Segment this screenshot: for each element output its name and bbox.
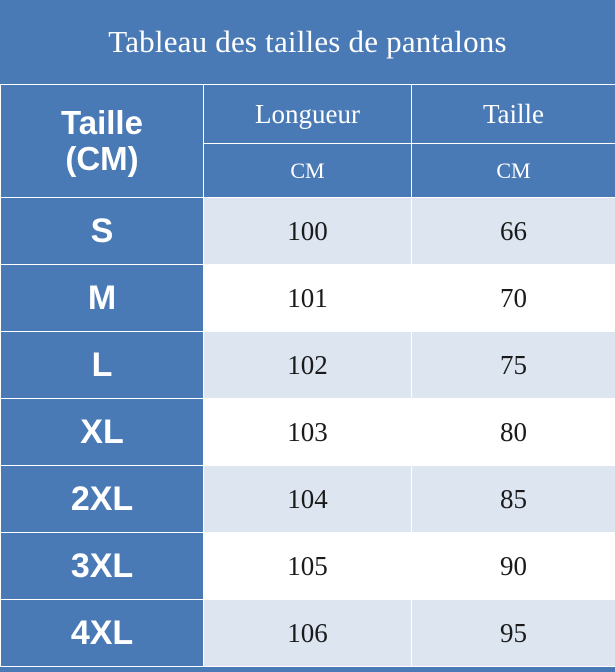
size-table (0, 84, 615, 667)
row-longueur: 105 (204, 533, 412, 600)
row-size: L (1, 332, 204, 399)
row-longueur: 106 (204, 600, 412, 667)
row-size: 4XL (1, 600, 204, 667)
table-row (1, 399, 615, 466)
row-taille: 80 (412, 399, 615, 466)
table-row (1, 332, 615, 399)
row-taille: 66 (412, 198, 615, 265)
row-size: M (1, 265, 204, 332)
table-header-row (1, 85, 615, 144)
row-longueur: 101 (204, 265, 412, 332)
row-longueur: 102 (204, 332, 412, 399)
table-row (1, 533, 615, 600)
subheader-taille-unit: CM (412, 144, 615, 198)
header-size-line1: Taille (61, 104, 143, 142)
page-title: Tableau des tailles de pantalons (108, 24, 507, 59)
row-taille: 70 (412, 265, 615, 332)
row-taille: 75 (412, 332, 615, 399)
subheader-longueur-unit: CM (204, 144, 412, 198)
table-row (1, 198, 615, 265)
table-row (1, 600, 615, 667)
row-longueur: 104 (204, 466, 412, 533)
header-size-column (1, 85, 204, 198)
row-size: 3XL (1, 533, 204, 600)
table-row (1, 265, 615, 332)
table-row (1, 466, 615, 533)
row-longueur: 100 (204, 198, 412, 265)
row-taille: 90 (412, 533, 615, 600)
row-taille: 85 (412, 466, 615, 533)
row-size: XL (1, 399, 204, 466)
header-size-line2: (CM) (65, 140, 139, 177)
row-size: S (1, 198, 204, 265)
header-taille: Taille (412, 85, 615, 144)
row-taille: 95 (412, 600, 615, 667)
row-size: 2XL (1, 466, 204, 533)
header-longueur: Longueur (204, 85, 412, 144)
row-longueur: 103 (204, 399, 412, 466)
